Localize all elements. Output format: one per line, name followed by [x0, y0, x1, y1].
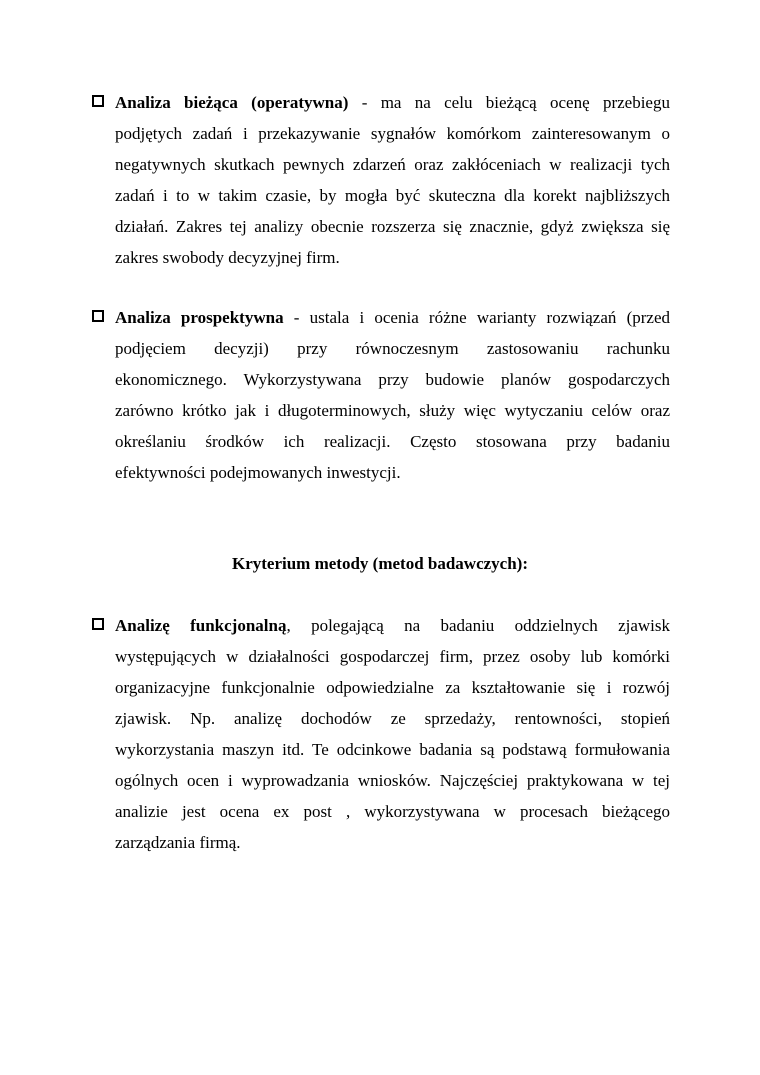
- term-label: Analiza bieżąca (operatywna): [115, 93, 349, 112]
- section-heading: Kryterium metody (metod badawczych):: [231, 554, 528, 573]
- term-label: Analizę funkcjonalną: [115, 616, 287, 635]
- text-line: ekonomicznego. Wykorzystywana przy budowie planów gospodarczych: [115, 370, 670, 389]
- text-line: wykorzystania maszyn itd. Te odcinkowe badania są podstawą formułowania: [115, 740, 670, 759]
- text-line: efektywności podejmowanych inwestycji.: [115, 463, 401, 482]
- text-line: - ustala i ocenia różne warianty rozwiązań (przed: [283, 308, 670, 327]
- checkbox-bullet-icon: [92, 618, 104, 630]
- text-line: zarówno krótko jak i długoterminowych, służy więc wytyczaniu celów oraz: [115, 401, 670, 420]
- checkbox-bullet-icon: [92, 310, 104, 322]
- text-line: zjawisk. Np. analizę dochodów ze sprzedaży, rentowności, stopień: [115, 709, 670, 728]
- text-line: podjętych zadań i przekazywanie sygnałów komórkom zainteresowanym o: [115, 124, 670, 143]
- text-line: występujących w działalności gospodarczej firm, przez osoby lub komórki: [115, 647, 670, 666]
- text-line: , polegającą na badaniu oddzielnych zjawisk: [286, 616, 670, 635]
- term-label: Analiza prospektywna: [115, 308, 284, 327]
- bullet-item-analiza-biezaca: [90, 87, 670, 273]
- text-line: określaniu środków ich realizacji. Często stosowana przy badaniu: [115, 432, 670, 451]
- text-line: zakres swobody decyzyjnej firm.: [115, 248, 340, 267]
- bullet-item-analiza-prospektywna: [90, 302, 670, 488]
- text-line: organizacyjne funkcjonalnie odpowiedzialne za kształtowanie się i rozwój: [115, 678, 670, 697]
- bullet-item-analiza-funkcjonalna: [90, 610, 670, 858]
- text-line: podjęciem decyzji) przy równoczesnym zastosowaniu rachunku: [115, 339, 670, 358]
- paragraph: [115, 302, 670, 488]
- text-line: ogólnych ocen i wyprowadzania wniosków. Najczęściej praktykowana w tej: [115, 771, 670, 790]
- text-line: zadań i to w takim czasie, by mogła być skuteczna dla korekt najbliższych: [115, 186, 670, 205]
- text-line: negatywnych skutkach pewnych zdarzeń oraz zakłóceniach w realizacji tych: [115, 155, 670, 174]
- text-line: zarządzania firmą.: [115, 833, 241, 852]
- paragraph: [115, 87, 670, 273]
- paragraph: [115, 610, 670, 858]
- checkbox-bullet-icon: [92, 95, 104, 107]
- text-line: analizie jest ocena ex post , wykorzystywana w procesach bieżącego: [115, 802, 670, 821]
- text-line: działań. Zakres tej analizy obecnie rozszerza się znacznie, gdyż zwiększa się: [115, 217, 670, 236]
- text-line: - ma na celu bieżącą ocenę przebiegu: [348, 93, 670, 112]
